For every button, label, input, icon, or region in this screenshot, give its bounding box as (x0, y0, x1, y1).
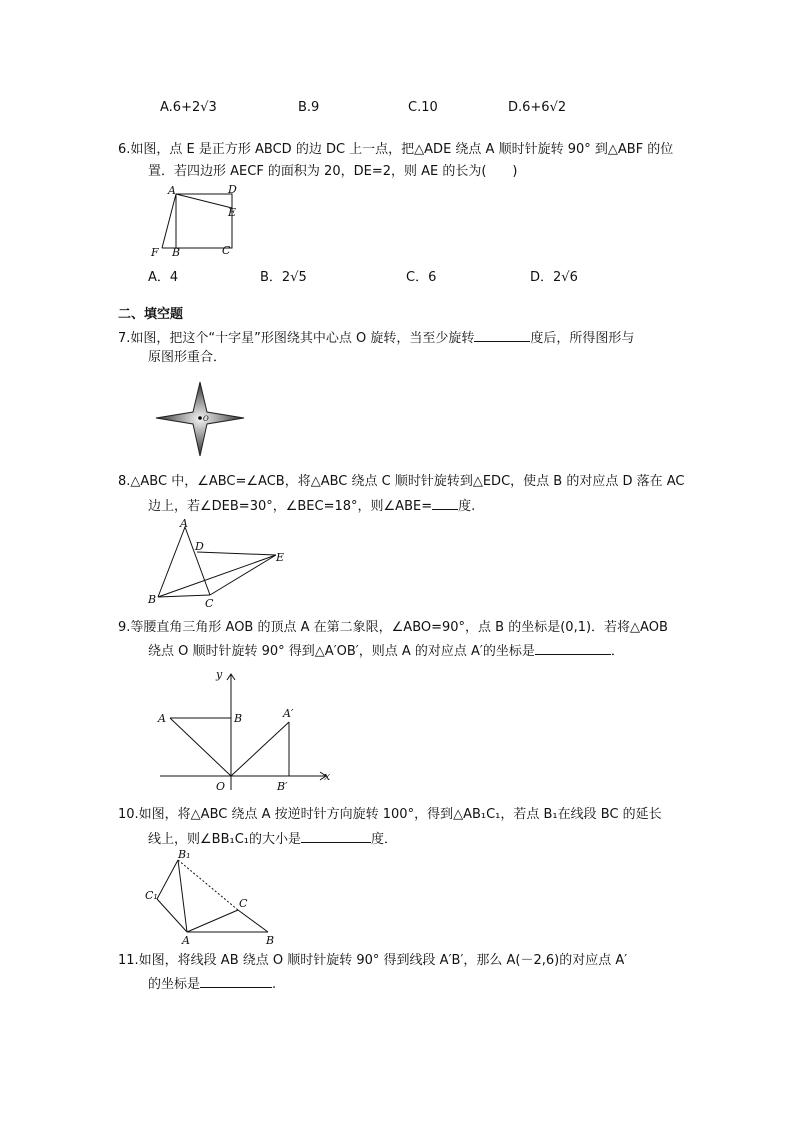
q8-label-d: D (195, 540, 204, 553)
q8-label-e: E (276, 551, 285, 564)
q9-answer-blank[interactable] (535, 640, 611, 655)
q10-label-b1: B₁ (178, 848, 191, 861)
q5-option-b: B.9 (298, 100, 320, 115)
q9-text-part2: ． (610, 644, 624, 659)
q10-figure (140, 845, 290, 947)
q6-label-c: C (222, 244, 231, 257)
q7-center-label: O (203, 415, 209, 423)
q11-text-part1: 的坐标是 (148, 977, 201, 992)
section-title: 二、填空题 (118, 307, 184, 322)
q7-text-part2: 度后，所得图形与 (530, 331, 635, 346)
q10-label-a: A (182, 934, 190, 947)
q6-option-b: B．2√5 (260, 270, 307, 285)
q10-label-b: B (266, 934, 275, 947)
q9-text-line2 (148, 640, 624, 660)
q6-text-line1: 6.如图，点 E 是正方形 ABCD 的边 DC 上一点，把△ADE 绕点 A 顺时针旋转 90° 到△ABF 的位 (118, 142, 674, 157)
q6-option-d: D．2√6 (530, 270, 578, 285)
q9-label-x: x (324, 770, 331, 783)
q6-option-c: C．6 (406, 270, 437, 285)
q8-figure (140, 515, 300, 615)
q9-label-a: A (158, 712, 166, 725)
q9-label-o: O (216, 780, 226, 793)
q11-answer-blank[interactable] (200, 973, 272, 988)
q7-star-figure (150, 380, 250, 460)
q10-text-part2: 度． (371, 832, 398, 847)
q10-text-line1: 10.如图，将△ABC 绕点 A 按逆时针方向旋转 100°，得到△AB₁C₁，若点 B₁在线段 BC 的延长 (118, 807, 662, 822)
q6-figure (140, 182, 250, 262)
q8-text-part2: 度. (458, 499, 476, 514)
q9-label-a-prime: A′ (283, 707, 294, 720)
q9-figure (156, 666, 336, 794)
q11-text-part2: . (272, 977, 277, 992)
q10-label-c1: C₁ (145, 889, 158, 902)
q9-label-y: y (216, 668, 223, 681)
q9-label-b: B (234, 712, 243, 725)
q11-text-line1: 11.如图，将线段 AB 绕点 O 顺时针旋转 90° 得到线段 A′B′，那么 A(－2,6)的对应点 A′ (118, 953, 628, 968)
q5-option-a: A.6+2√3 (160, 100, 217, 115)
q8-answer-blank[interactable] (432, 495, 458, 510)
q8-label-c: C (205, 597, 214, 610)
q11-text-line2 (148, 973, 276, 993)
q6-label-d: D (228, 183, 237, 196)
q6-text-line2: 置．若四边形 AECF 的面积为 20，DE=2，则 AE 的长为( ) (148, 164, 518, 179)
q8-text-line2 (148, 495, 475, 515)
q5-option-c: C.10 (408, 100, 438, 115)
q9-label-b-prime: B′ (277, 780, 288, 793)
q5-option-d: D.6+6√2 (508, 100, 567, 115)
q8-label-b: B (148, 593, 157, 606)
q7-text-part1: 7.如图，把这个“十字星”形图绕其中心点 O 旋转，当至少旋转 (118, 331, 475, 346)
q8-label-a: A (180, 517, 188, 530)
q9-text-part1: 绕点 O 顺时针旋转 90° 得到△A′OB′，则点 A 的对应点 A′的坐标是 (148, 644, 535, 659)
q6-label-e: E (228, 206, 237, 219)
q6-option-a: A．4 (148, 270, 179, 285)
q8-text-line1: 8.△ABC 中，∠ABC=∠ACB，将△ABC 绕点 C 顺时针旋转到△EDC，使点 B 的对应点 D 落在 AC (118, 474, 685, 489)
q6-label-f: F (151, 246, 159, 259)
q10-label-c: C (239, 897, 248, 910)
q7-text-line2: 原图形重合． (148, 350, 227, 365)
q10-answer-blank[interactable] (301, 828, 371, 843)
q7-answer-blank[interactable] (474, 327, 530, 342)
q6-label-a: A (168, 184, 176, 197)
q10-text-part1: 线上，则∠BB₁C₁的大小是 (148, 832, 301, 847)
q8-text-part1: 边上，若∠DEB=30°，∠BEC=18°，则∠ABE= (148, 499, 433, 514)
q7-text-line1 (118, 327, 634, 347)
q9-text-line1: 9.等腰直角三角形 AOB 的顶点 A 在第二象限，∠ABO=90°，点 B 的坐标是(0,1)．若将△AOB (118, 620, 668, 635)
q6-label-b: B (172, 246, 181, 259)
